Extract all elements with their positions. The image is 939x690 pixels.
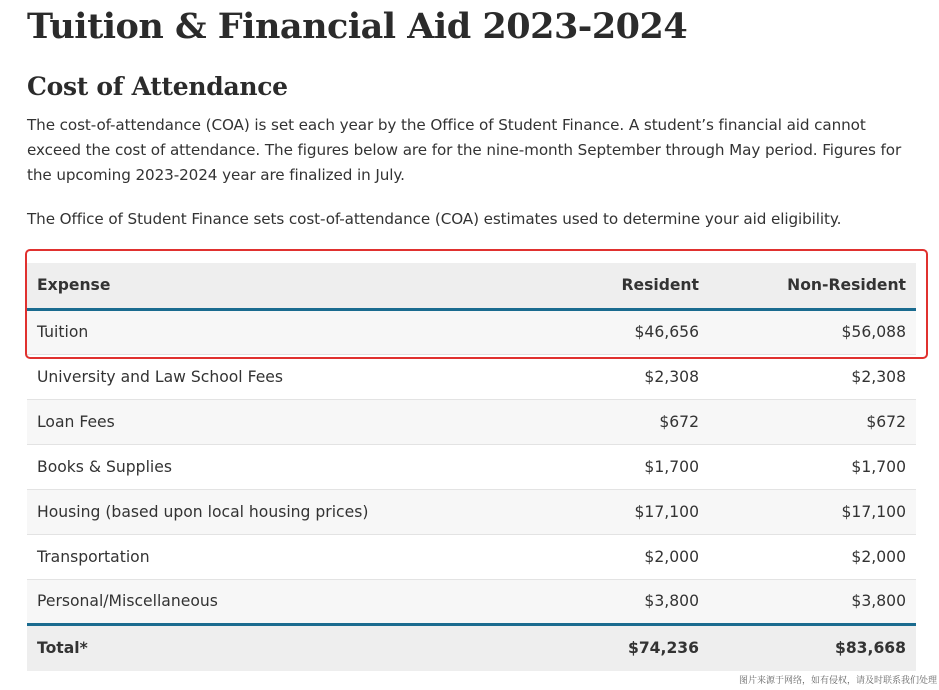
table-row-fees <box>27 354 916 399</box>
row-expense: University and Law School Fees <box>27 354 525 399</box>
row-expense: Tuition <box>27 309 525 354</box>
table-row-books <box>27 444 916 489</box>
watermark-text: 图片来源于网络，如有侵权，请及时联系我们处理 <box>738 676 937 686</box>
header-expense: Expense <box>27 263 525 309</box>
table-total-row <box>27 624 916 671</box>
row-expense: Personal/Miscellaneous <box>37 592 218 610</box>
page-title: Tuition & Financial Aid 2023-2024 <box>27 6 688 47</box>
row-nonresident: $17,100 <box>709 489 916 534</box>
table-header-row <box>27 263 916 309</box>
row-resident: $17,100 <box>525 489 709 534</box>
row-nonresident: $56,088 <box>709 309 916 354</box>
row-expense: Housing (based upon local housing prices) <box>27 489 525 534</box>
row-resident: $2,308 <box>525 354 709 399</box>
total-label: Total* <box>27 624 525 671</box>
row-expense: Transportation <box>27 534 525 579</box>
table-row-tuition <box>27 309 916 354</box>
row-nonresident: $3,800 <box>851 592 906 610</box>
total-nonresident: $83,668 <box>709 624 916 671</box>
header-nonresident: Non-Resident <box>709 263 916 309</box>
total-resident: $74,236 <box>525 624 709 671</box>
cost-of-attendance-table <box>27 263 916 671</box>
section-title: Cost of Attendance <box>27 72 288 101</box>
row-nonresident: $672 <box>709 399 916 444</box>
table-row-transportation <box>27 534 916 579</box>
row-resident: $672 <box>525 399 709 444</box>
row-resident: $3,800 <box>644 592 699 610</box>
table-row-loan-fees <box>27 399 916 444</box>
table-row-personal <box>27 579 916 624</box>
table-row-housing <box>27 489 916 534</box>
intro-paragraph: The cost-of-attendance (COA) is set each year by the Office of Student Finance. A student’s financial aid cannot exceed the cost of attendance. The figures below are for the nine-month September through May period. Figures for the upcoming 2023-2024 year are finalized in July. <box>27 116 902 184</box>
row-expense: Loan Fees <box>27 399 525 444</box>
row-resident: $1,700 <box>525 444 709 489</box>
row-expense: Books & Supplies <box>27 444 525 489</box>
header-resident: Resident <box>525 263 709 309</box>
row-resident: $2,000 <box>525 534 709 579</box>
row-nonresident: $1,700 <box>709 444 916 489</box>
row-resident: $46,656 <box>525 309 709 354</box>
row-nonresident: $2,308 <box>709 354 916 399</box>
row-nonresident: $2,000 <box>709 534 916 579</box>
coa-estimate-paragraph: The Office of Student Finance sets cost-of-attendance (COA) estimates used to determine your aid eligibility. <box>27 210 842 228</box>
